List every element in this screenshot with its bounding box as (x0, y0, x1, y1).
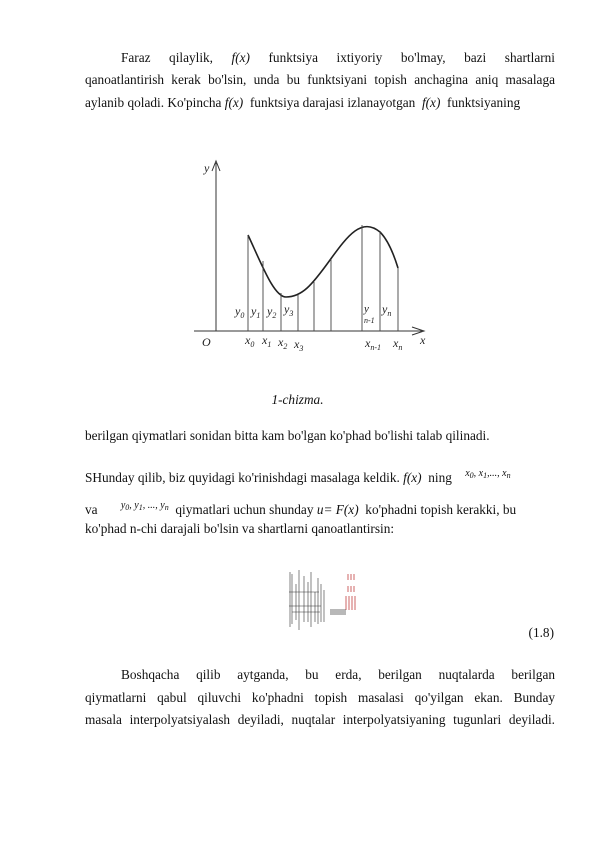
svg-text:x0: $x_0$ (245, 333, 255, 349)
svg-text:y2: $y_2$ (267, 304, 277, 320)
svg-text:x1: $x_1$ (262, 333, 272, 349)
svg-text:xn-1: $x_{n-1}$ (365, 336, 381, 352)
figure-caption: 1-chizma. (271, 392, 324, 407)
para3-line1: SHunday qilib, biz quyidagi ko'rinishdagi masalaga keldik. f(x) ning $^{x_0, x_1,..., x_n}$ (85, 468, 511, 485)
svg-text:y: y (364, 303, 369, 315)
svg-text:n-1: n-1 (364, 316, 375, 325)
para1-line1: Faraz qilaylik, f(x) funktsiya ixtiyoriy bo'lmay, bazi shartlarni (121, 50, 555, 65)
svg-text:xn: $x_n$ (393, 336, 403, 352)
x-axis-label: x (420, 333, 426, 347)
para3-line2: va $^{y_0, y_1, ..., y_n}$ qiymatlari uchun shunday u= F(x) ko'phadni topish kerakki, bu (85, 500, 517, 517)
svg-text:y0: $y_0$ (235, 304, 245, 320)
interpolation-figure (190, 155, 440, 360)
para1-line3: aylanib qoladi. Ko'pincha f(x) funktsiya darajasi izlanayotgan f(x) funktsiyaning (85, 95, 521, 110)
para4-line1: Boshqacha qilib aytganda, bu erda, berilgan nuqtalarda berilgan (121, 667, 555, 682)
para3-line3: ko'phad n-chi darajali bo'lsin va shartlarni qanoatlantirsin: (85, 521, 395, 536)
svg-text:y3: $y_3$ (284, 302, 294, 318)
svg-text:y1: $y_1$ (251, 304, 261, 320)
para4-line2: qiymatlarni qabul qiluvchi ko'phadni topish masalasi qo'yilgan ekan. Bunday (85, 690, 555, 705)
y-axis-label: y (204, 161, 210, 175)
formula-1-8-image (284, 562, 364, 634)
svg-text:yn: $y_n$ (382, 302, 392, 318)
svg-text:x2: $x_2$ (278, 335, 288, 351)
svg-text:x3: $x_3$ (294, 337, 304, 353)
equation-number: (1.8) (528, 625, 554, 640)
para4-line3: masala interpolyatsiyalash deyiladi, nuqtalar interpolyatsiyaning tugunlari deyiladi. (85, 712, 555, 727)
para1-line2: qanoatlantirish kerak bo'lsin, unda bu funktsiyani topish anchagina aniq masalaga (85, 72, 555, 87)
origin-label: O (202, 335, 211, 349)
function-curve (248, 227, 398, 297)
para2: berilgan qiymatlari sonidan bitta kam bo'lgan ko'phad bo'lishi talab qilinadi. (85, 428, 490, 443)
